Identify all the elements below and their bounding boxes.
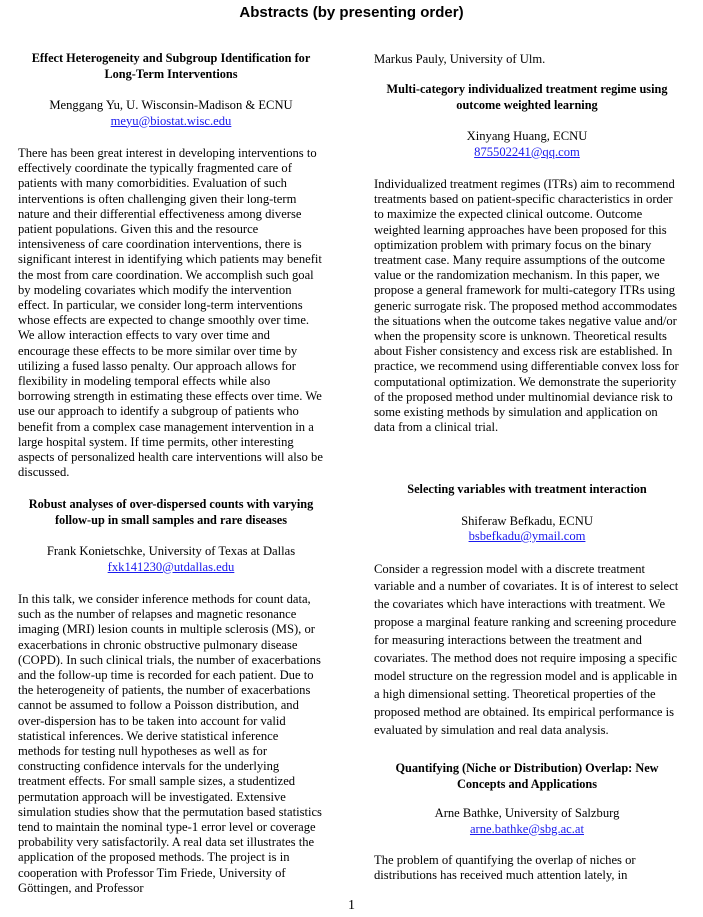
abstract-email-link[interactable]: fxk141230@utdallas.edu (107, 559, 235, 574)
abstract-author: Menggang Yu, U. Wisconsin-Madison & ECNU (49, 98, 293, 112)
abstract-email-link[interactable]: arne.bathke@sbg.ac.at (469, 821, 585, 836)
abstract-body: Individualized treatment regimes (ITRs) aim to recommend treatments based on patient-specific characteristics in order to maximize the expected clinical outcome. Outcome weighted learning approaches have been proposed for this optimization problem with primary focus on the binary treatment case. Many require assumptions of the outcome value or the randomization mechanism. In this paper, we propose a general framework for multi-category ITRs using generic surrogate risk. The proposed method accommodates the situations when the outcome takes negative value and/or when the propensity score is unknown. Theoretical results about Fisher consistency and excess risk are established. In practice, we recommend using differentiable convex loss for computational optimization. We demonstrate the superiority of the proposed method under multinomial deviance risk to some existing methods by simulation and application on data from a clinical trial. (374, 177, 679, 435)
abstract-author: Arne Bathke, University of Salzburg (434, 806, 620, 820)
abstract-body: There has been great interest in developing interventions to effectively coordinate the typically fragmented care of patients with many comorbidities. Evaluation of such interventions is often challenging given their long-term nature and their differential effectiveness among diverse patient populations. Given this and the resource intensiveness of care coordination interventions, there is significant interest in identifying which patients may benefit the most from care coordination. We accomplish such goal by modeling covariates which modify the intervention effect. In particular, we consider long-term interventions whose effects are expected to change smoothly over time. We allow interaction effects to vary over time and encourage these effects to be more similar over time by utilizing a fused lasso penalty. Our approach allows for flexibility in modeling temporal effects while also borrowing strength in estimating these effects over time. We use our approach to identify a subgroup of patients who benefit from a complex case management intervention in a large hospital system. If time permits, other interesting aspects of personalized health care interventions will also be discussed. (18, 146, 323, 480)
abstract-3 (374, 82, 680, 435)
abstract-title: Robust analyses of over-dispersed counts with varying follow-up in small samples and rare diseases (28, 497, 314, 527)
abstract-1 (18, 51, 324, 480)
page-number: 1 (348, 898, 355, 913)
abstract-continuation: Markus Pauly, University of Ulm. (374, 52, 546, 66)
abstract-2-continuation (374, 52, 680, 67)
page-header: Abstracts (by presenting order) (239, 4, 464, 21)
abstract-body: The problem of quantifying the overlap of niches or distributions has received much attention lately, in (374, 853, 636, 883)
abstract-author: Shiferaw Befkadu, ECNU (461, 513, 593, 528)
abstract-title: Effect Heterogeneity and Subgroup Identification for Long-Term Interventions (31, 51, 311, 81)
abstract-4 (374, 482, 680, 740)
abstract-email-link[interactable]: 875502241@qq.com (474, 144, 580, 159)
abstract-5 (374, 761, 680, 883)
abstract-body: In this talk, we consider inference methods for count data, such as the number of relapses and magnetic resonance imaging (MRI) lesion counts in multiple sclerosis (MS), or exacerbations in chronic obstructive pulmonary disease (COPD). In such clinical trials, the number of exacerbations and the follow-up time is recorded for each patient. Due to the heterogeneity of patients, the number of exacerbations cannot be assumed to follow a Poisson distribution, and over-dispersion has to be taken into account for valid statistical inferences. We derive statistical inference methods for testing null hypotheses as well as for constructing confidence intervals for the underlying treatment effects. For small sample sizes, a studentized permutation approach will be investigated. Extensive simulation studies show that the permutation based statistics tend to maintain the nominal type-1 error level or coverage probability very satisfactorily. A real data set illustrates the application of the proposed methods. The project is in cooperation with Professor Tim Friede, University of Göttingen, and Professor (18, 592, 322, 895)
abstract-author: Xinyang Huang, ECNU (466, 129, 588, 143)
abstract-author: Frank Konietschke, University of Texas at Dallas (46, 544, 296, 558)
abstract-email-link[interactable]: meyu@biostat.wisc.edu (110, 113, 232, 128)
abstract-2 (18, 497, 324, 896)
abstract-title: Multi-category individualized treatment regime using outcome weighted learning (386, 82, 668, 112)
abstract-title: Quantifying (Niche or Distribution) Overlap: New Concepts and Applications (395, 761, 659, 791)
abstract-title: Selecting variables with treatment interaction (407, 482, 647, 496)
abstract-body: Consider a regression model with a discrete treatment variable and a number of covariates. It is of interest to select the covariates which have interactions with treatment. We propose a marginal feature ranking and screening procedure for measuring interactions between the treatment and covariates. The method does not require imposing a specific model structure on the regression model and is applicable in a high dimensional setting. Theoretical properties of the proposed method are obtained. Its empirical performance is evaluated by simulation and real data analysis. (374, 561, 679, 737)
abstract-email-link[interactable]: bsbefkadu@ymail.com (468, 529, 586, 543)
